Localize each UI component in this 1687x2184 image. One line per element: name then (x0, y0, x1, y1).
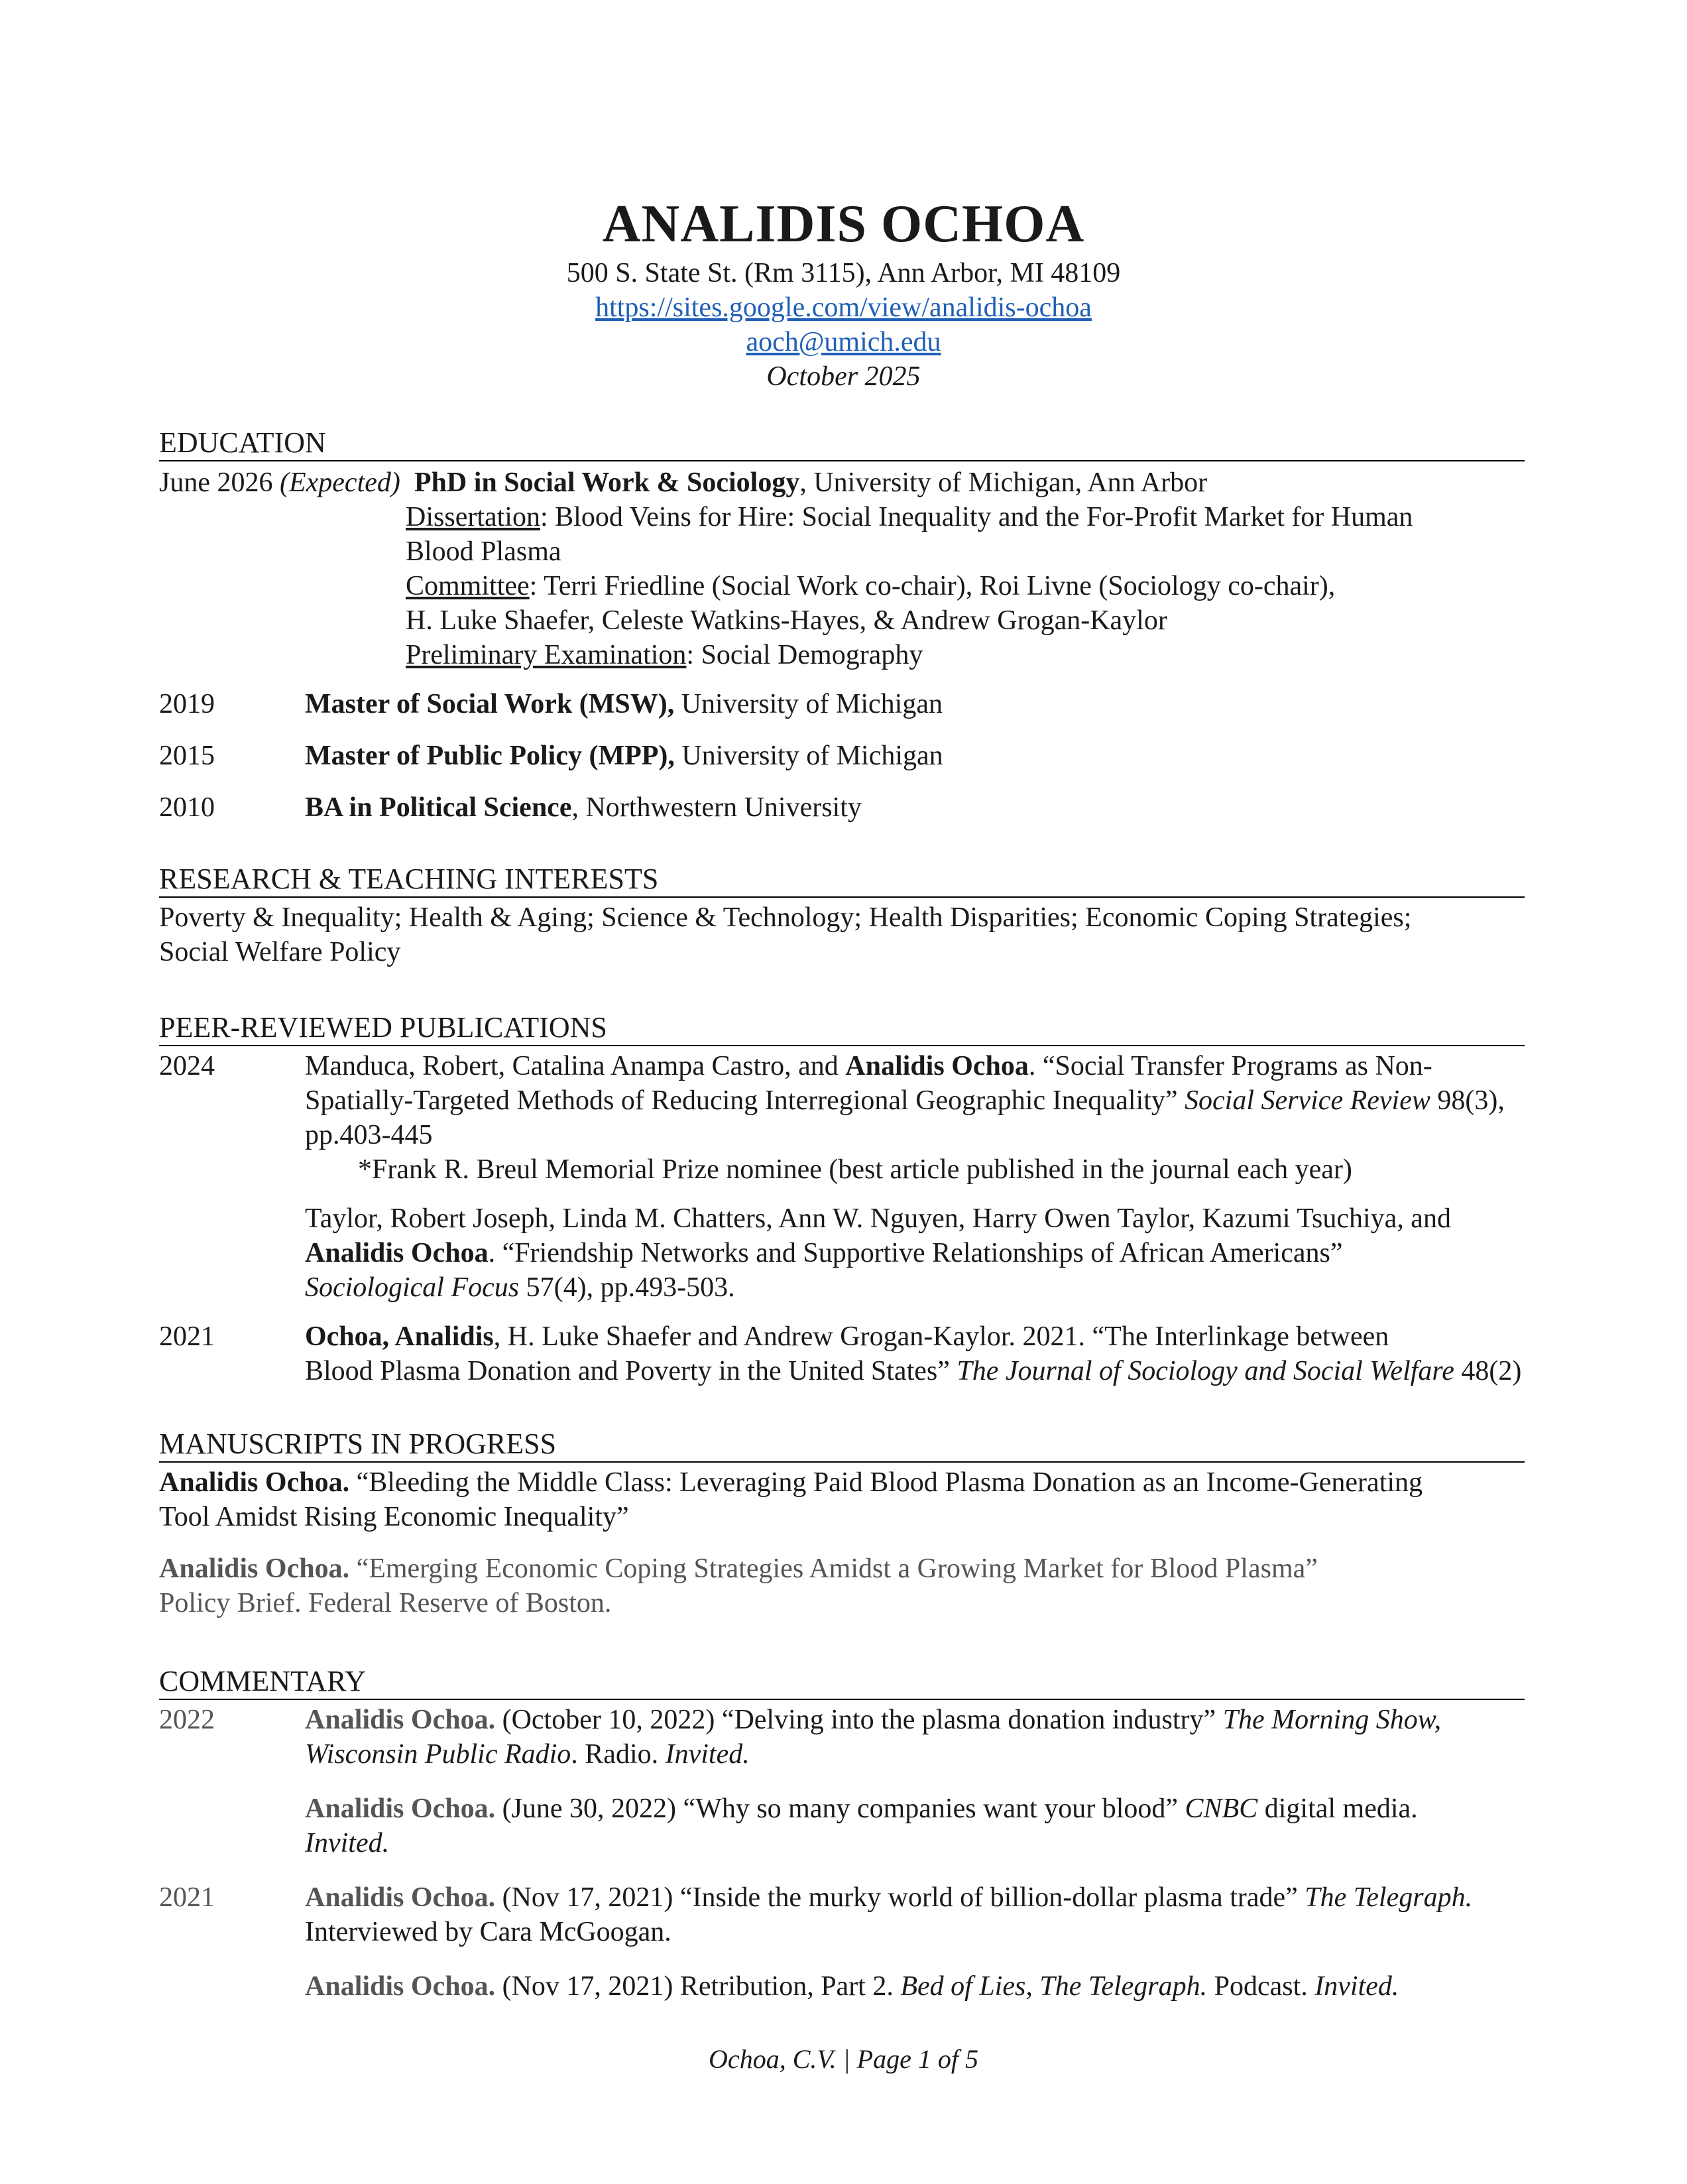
entry-year: 2019 (159, 689, 215, 719)
pub-volume: 98(3), (1430, 1085, 1505, 1116)
pub-title: . “Social Transfer Programs as Non- (1028, 1051, 1432, 1081)
commentary-rest: digital media. (1257, 1793, 1418, 1824)
commentary-outlet: The Telegraph. (1305, 1882, 1473, 1913)
pub-authors: , H. Luke Shaefer and Andrew Grogan-Kaylor. 2021. “The Interlinkage between (493, 1321, 1389, 1352)
committee-text-2: H. Luke Shaefer, Celeste Watkins-Hayes, & Andrew Grogan-Kaylor (406, 605, 1167, 636)
phd-degree: PhD in Social Work & Sociology (414, 467, 800, 498)
pub-year: 2021 (159, 1321, 215, 1352)
manuscripts-section (159, 1427, 1525, 1620)
commentary-invited: Invited. (1314, 1971, 1399, 2002)
interests-section (159, 862, 1525, 969)
commentary-outlet-2: Wisconsin Public Radio (305, 1739, 571, 1770)
commentary-text: (June 30, 2022) “Why so many companies want your blood” (495, 1793, 1185, 1824)
pub-author-self: Analidis Ochoa (845, 1051, 1029, 1081)
email-link[interactable]: aoch@umich.edu (746, 327, 941, 357)
pub-volume: 48(2) (1454, 1356, 1522, 1386)
commentary-interviewer: Interviewed by Cara McGoogan. (305, 1917, 671, 1947)
education-entry (159, 739, 1525, 773)
pub-volume: 57(4), pp.493-503. (519, 1272, 735, 1303)
commentary-entry (159, 1880, 1525, 1949)
pub-authors: Manduca, Robert, Catalina Anampa Castro, and (305, 1051, 846, 1081)
publication-entry (159, 1201, 1525, 1305)
manuscripts-heading: MANUSCRIPTS IN PROGRESS (159, 1427, 1525, 1463)
entry-school: University of Michigan (674, 689, 943, 719)
commentary-entry (159, 1969, 1525, 2004)
commentary-outlet: The Morning Show, (1222, 1705, 1442, 1735)
manuscript-entry (159, 1465, 1525, 1534)
commentary-rest: . Radio. (571, 1739, 666, 1770)
cv-date: October 2025 (766, 361, 921, 392)
dissertation-text: : Blood Veins for Hire: Social Inequality and the For-Profit Market for Human (540, 502, 1413, 532)
pub-year: 2024 (159, 1051, 215, 1081)
pub-journal: Sociological Focus (305, 1272, 520, 1303)
entry-degree: BA in Political Science (305, 792, 572, 823)
pub-pages: pp.403-445 (305, 1120, 433, 1150)
commentary-text: (Nov 17, 2021) Retribution, Part 2. (495, 1971, 901, 2002)
ms-author-self: Analidis Ochoa. (159, 1553, 350, 1584)
education-section (159, 426, 1525, 825)
commentary-invited: Invited. (665, 1739, 750, 1770)
committee-label: Committee (406, 571, 530, 601)
commentary-heading: COMMENTARY (159, 1664, 1525, 1700)
commentary-author-self: Analidis Ochoa. (305, 1971, 496, 2002)
commentary-rest: Podcast. (1207, 1971, 1315, 2002)
entry-degree: Master of Social Work (MSW), (305, 689, 675, 719)
publications-section (159, 1010, 1525, 1388)
committee-text: : Terri Friedline (Social Work co-chair), Roi Livne (Sociology co-chair), (529, 571, 1336, 601)
interests-line-1: Poverty & Inequality; Health & Aging; Science & Technology; Health Disparities; Economic Coping Strategies; (159, 902, 1412, 933)
pub-title: . “Friendship Networks and Supportive Relationships of African Americans” (488, 1238, 1343, 1268)
interests-heading: RESEARCH & TEACHING INTERESTS (159, 862, 1525, 898)
commentary-outlet: Bed of Lies, The Telegraph. (900, 1971, 1208, 2002)
phd-expected: (Expected) (280, 467, 400, 498)
pub-award-note: *Frank R. Breul Memorial Prize nominee (best article published in the journal each year) (358, 1154, 1352, 1185)
commentary-entry (159, 1791, 1525, 1860)
ms-title-2: Policy Brief. Federal Reserve of Boston. (159, 1588, 612, 1618)
commentary-outlet: CNBC (1185, 1793, 1258, 1824)
commentary-year: 2022 (159, 1705, 215, 1735)
commentary-year: 2021 (159, 1882, 215, 1913)
address: 500 S. State St. (Rm 3115), Ann Arbor, MI 48109 (566, 258, 1121, 288)
publication-entry (159, 1319, 1525, 1388)
commentary-text: (October 10, 2022) “Delving into the plasma donation industry” (495, 1705, 1223, 1735)
phd-entry (159, 465, 1525, 672)
person-name: ANALIDIS OCHOA (602, 195, 1085, 253)
entry-school: , Northwestern University (571, 792, 862, 823)
education-heading: EDUCATION (159, 426, 1525, 461)
dissertation-label: Dissertation (406, 502, 540, 532)
publication-entry (159, 1049, 1525, 1187)
ms-title-2: Tool Amidst Rising Economic Inequality” (159, 1502, 629, 1532)
commentary-entry (159, 1703, 1525, 1772)
pub-title-2: Spatially-Targeted Methods of Reducing Interregional Geographic Inequality” (305, 1085, 1185, 1116)
commentary-author-self: Analidis Ochoa. (305, 1882, 496, 1913)
commentary-text: (Nov 17, 2021) “Inside the murky world of billion-dollar plasma trade” (495, 1882, 1305, 1913)
ms-title: “Emerging Economic Coping Strategies Amidst a Growing Market for Blood Plasma” (349, 1553, 1318, 1584)
phd-year: June 2026 (159, 467, 273, 498)
pub-author-self: Ochoa, Analidis (305, 1321, 494, 1352)
commentary-invited: Invited. (305, 1828, 390, 1858)
commentary-author-self: Analidis Ochoa. (305, 1705, 496, 1735)
pub-title-2: Blood Plasma Donation and Poverty in the United States” (305, 1356, 957, 1386)
ms-title: “Bleeding the Middle Class: Leveraging Paid Blood Plasma Donation as an Income-Generating (349, 1467, 1423, 1498)
commentary-section (159, 1664, 1525, 2004)
commentary-author-self: Analidis Ochoa. (305, 1793, 496, 1824)
education-entry (159, 687, 1525, 721)
dissertation-text-2: Blood Plasma (406, 536, 561, 567)
page-footer: Ochoa, C.V. | Page 1 of 5 (709, 2044, 978, 2074)
prelim-label: Preliminary Examination (406, 640, 687, 670)
education-entry (159, 790, 1525, 825)
publications-heading: PEER-REVIEWED PUBLICATIONS (159, 1010, 1525, 1046)
entry-year: 2010 (159, 792, 215, 823)
cv-header (0, 192, 1687, 394)
pub-authors: Taylor, Robert Joseph, Linda M. Chatters, Ann W. Nguyen, Harry Owen Taylor, Kazumi Tsuchiya, and (305, 1203, 1451, 1234)
pub-author-self: Analidis Ochoa (305, 1238, 489, 1268)
pub-journal: The Journal of Sociology and Social Welfare (957, 1356, 1454, 1386)
entry-year: 2015 (159, 741, 215, 771)
ms-author-self: Analidis Ochoa. (159, 1467, 350, 1498)
manuscript-entry (159, 1551, 1525, 1620)
entry-degree: Master of Public Policy (MPP), (305, 741, 675, 771)
phd-school: , University of Michigan, Ann Arbor (799, 467, 1208, 498)
pub-journal: Social Service Review (1185, 1085, 1430, 1116)
interests-line-2: Social Welfare Policy (159, 937, 401, 967)
prelim-text: : Social Demography (686, 640, 923, 670)
website-link[interactable]: https://sites.google.com/view/analidis-ochoa (595, 292, 1092, 323)
entry-school: University of Michigan (674, 741, 943, 771)
